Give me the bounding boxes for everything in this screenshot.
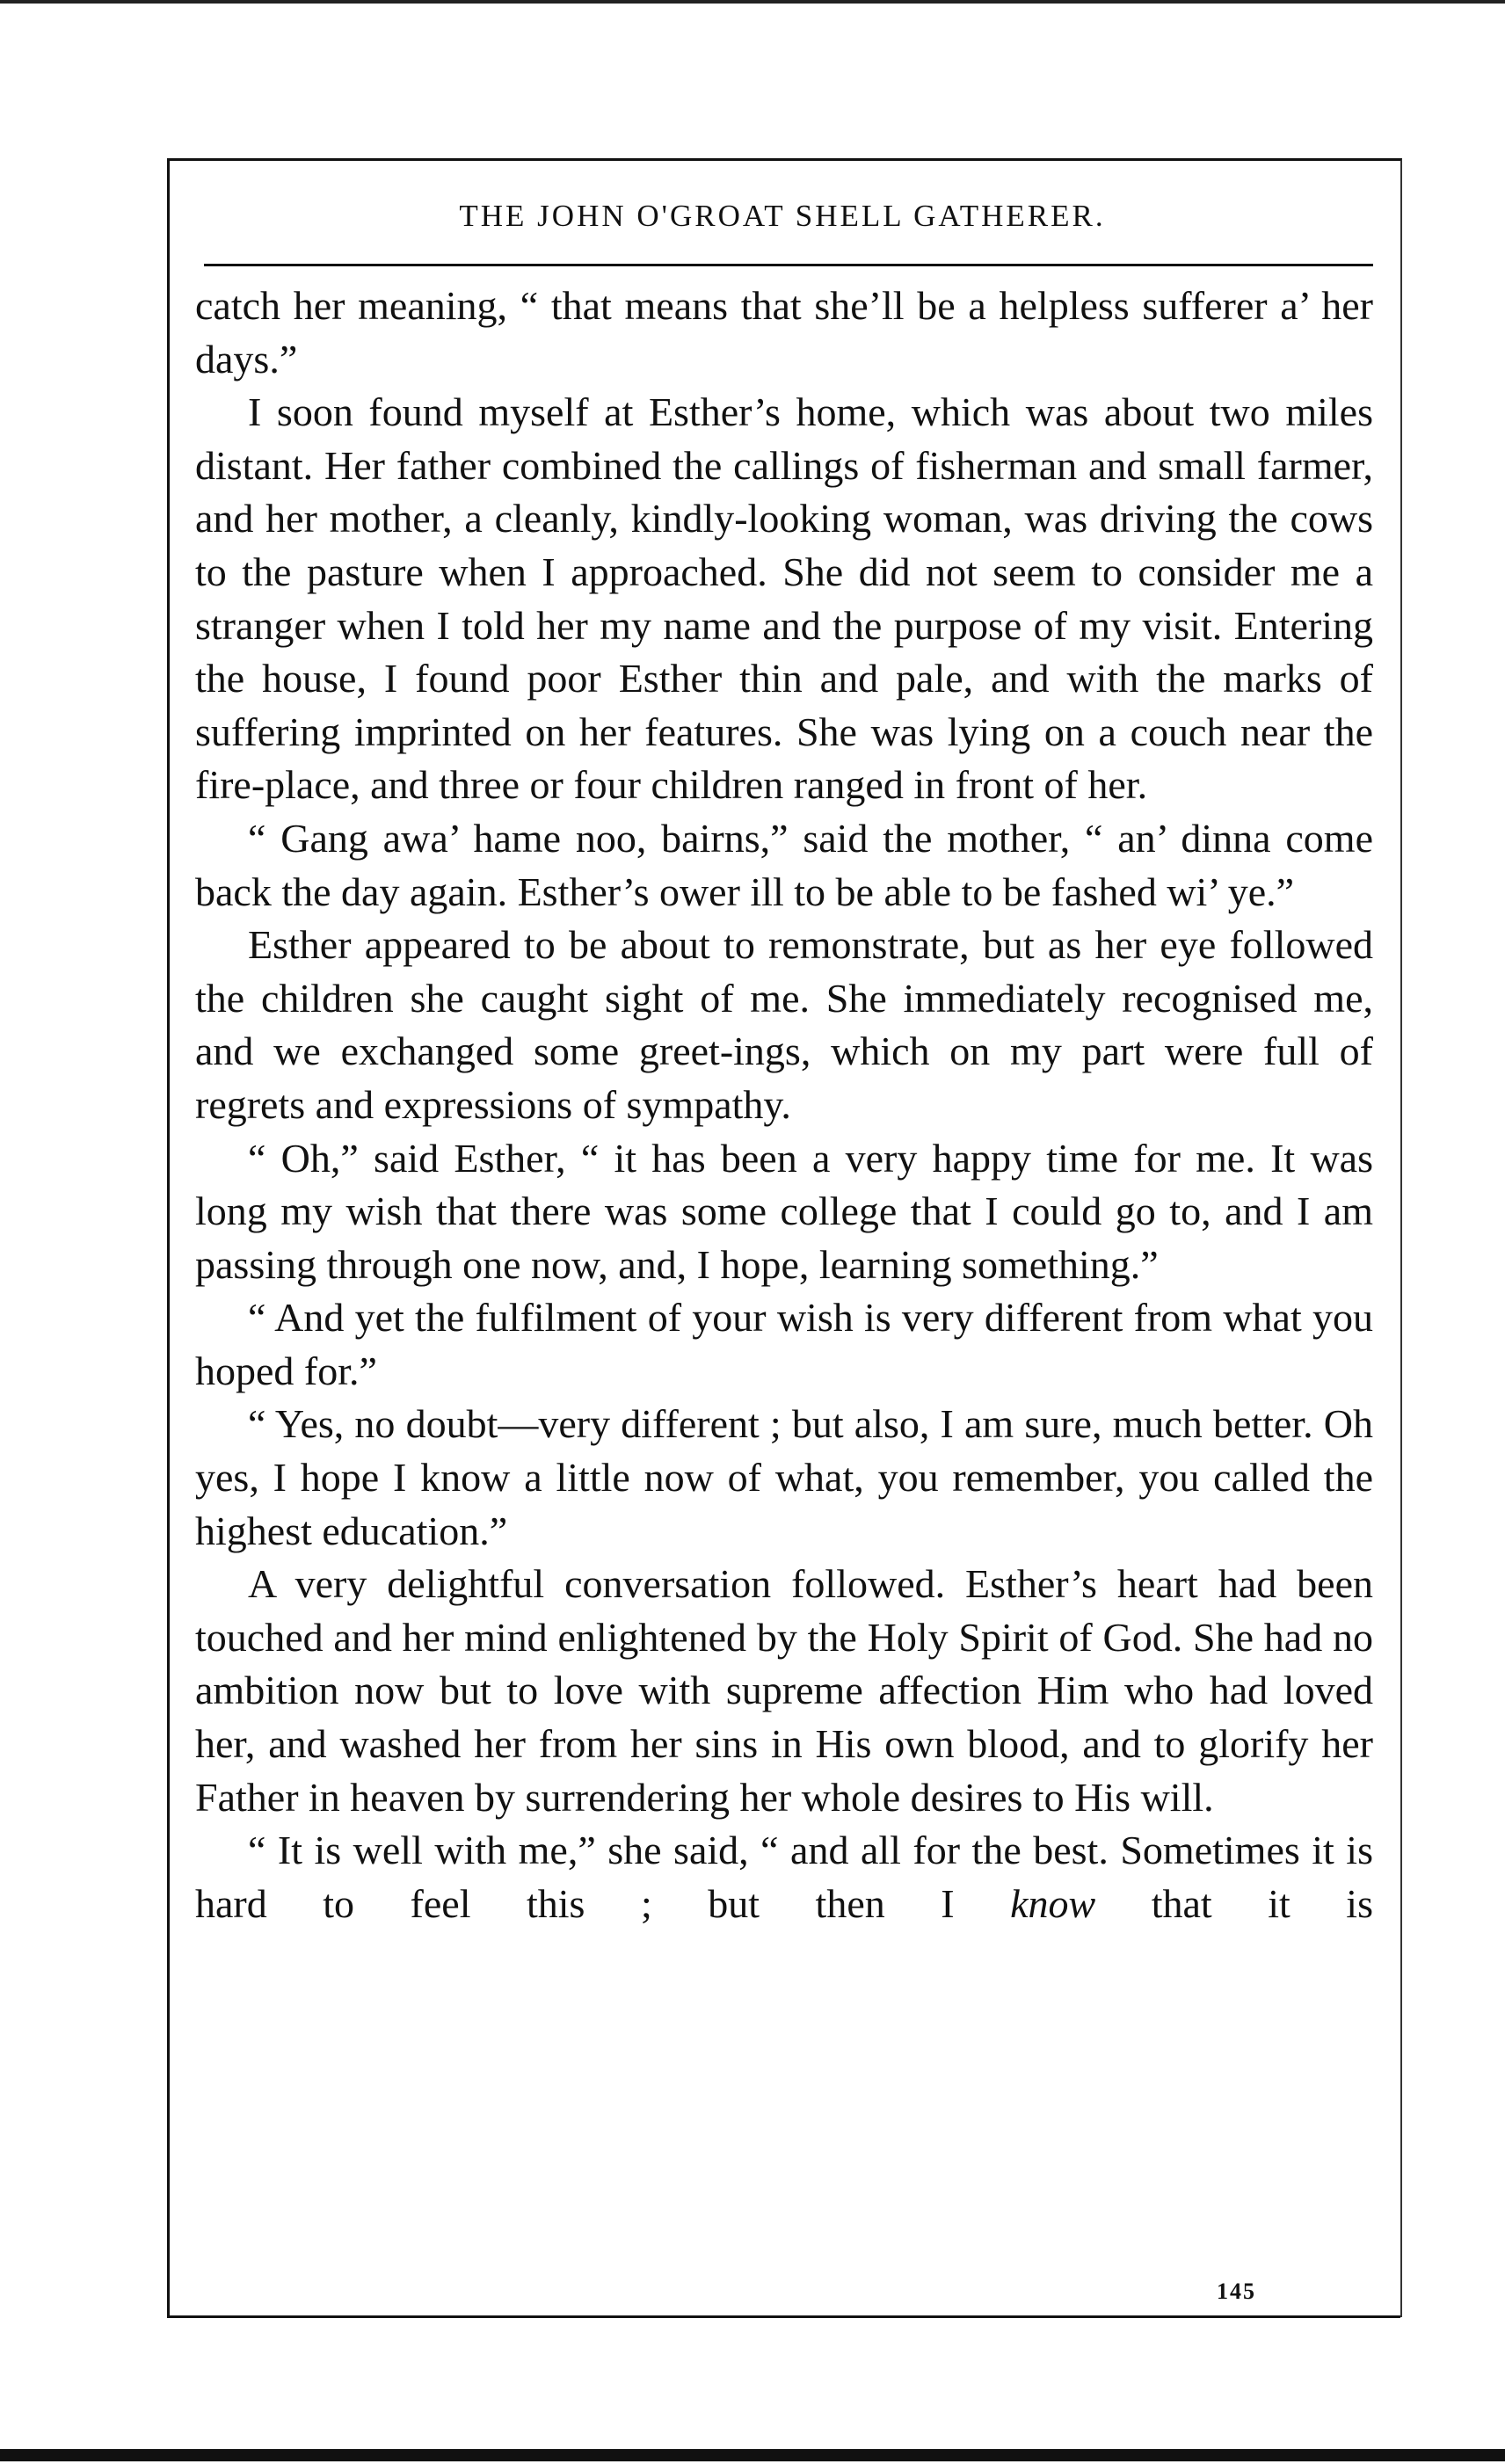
paragraph-9-continuation: that it is <box>1095 1880 1373 1926</box>
paragraph-8: A very delightful conversation followed. Esther’s heart had been touched and her mind enlightened by the Holy Spirit of God. She had no ambition now but to love with supreme affection Him who had loved her, and washed her from her sins in His own blood, and to glorify her Father in heaven by surrendering her whole desires to His will. <box>195 1561 1373 1820</box>
page-frame-bottom-rule <box>167 2315 1400 2318</box>
running-head-rule <box>204 264 1373 266</box>
paragraph-5: “ Oh,” said Esther, “ it has been a very happy time for me. It was long my wish that there was some college that I could go to, and I am passing through one now, and, I hope, learning something.” <box>195 1135 1373 1287</box>
paragraph-1: catch her meaning, “ that means that she’ll be a helpless sufferer a’ her days.” <box>195 283 1373 382</box>
paragraph-9-text: “ It is well with me,” she said, “ and all for the best. Sometimes it is hard to feel this ; but then I <box>195 1828 1373 1926</box>
paragraph-2: I soon found myself at Esther’s home, which was about two miles distant. Her father combined the callings of fisherman and small farmer, and her mother, a cleanly, kindly-looking woman, was driving the cows to the pasture when I approached. She did not seem to consider me a stranger when I told her my name and the purpose of my visit. Entering the house, I found poor Esther thin and pale, and with the marks of suffering imprinted on her features. She was lying on a couch near the fire-place, and three or four children ranged in front of her. <box>195 389 1373 808</box>
page-number: 145 <box>1217 2279 1256 2304</box>
paragraph-6: “ And yet the fulfilment of your wish is very different from what you hoped for.” <box>195 1295 1373 1393</box>
paragraph-4: Esther appeared to be about to remonstrate, but as her eye followed the children she caught sight of me. She immediately recognised me, and we exchanged some greet-ings, which on my part were full of regrets and expressions of sympathy. <box>195 922 1373 1127</box>
scan-edge-bottom <box>0 2449 1505 2461</box>
paragraph-7: “ Yes, no doubt—very different ; but also, I am sure, much better. Oh yes, I hope I know a little now of what, you remember, you called the highest education.” <box>195 1401 1373 1553</box>
paragraph-9-emphasis: know <box>1010 1880 1096 1926</box>
running-head: THE JOHN O'GROAT SHELL GATHERER. <box>459 199 1106 233</box>
body-text <box>195 280 1373 1930</box>
scan-edge-top <box>0 0 1505 4</box>
paragraph-9 <box>195 1824 1373 1930</box>
paragraph-3: “ Gang awa’ hame noo, bairns,” said the mother, “ an’ dinna come back the day again. Esther’s ower ill to be able to be fashed wi’ ye.” <box>195 815 1373 914</box>
